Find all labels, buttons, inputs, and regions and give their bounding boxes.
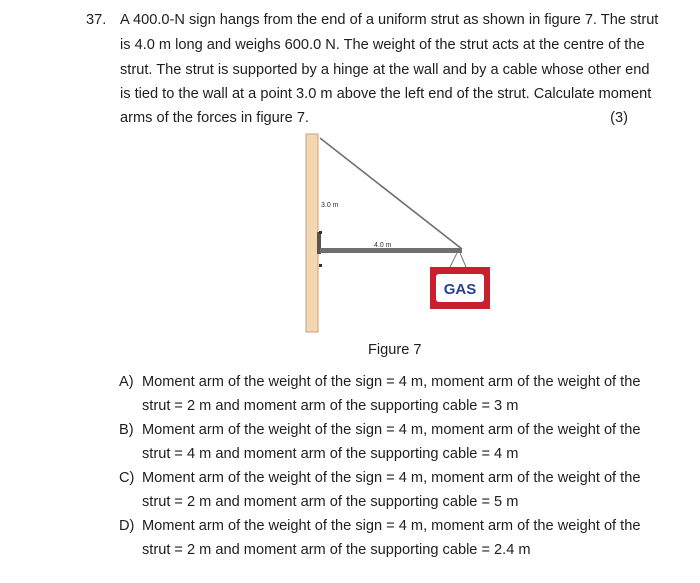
question-line-3: strut. The strut is supported by a hinge at the wall and by a cable whose other end <box>120 62 650 78</box>
sign-wire-left <box>450 253 457 267</box>
supporting-cable <box>320 138 462 249</box>
figure-caption: Figure 7 <box>368 342 422 358</box>
option-b-line-2: strut = 4 m and moment arm of the supporting cable = 4 m <box>142 446 519 462</box>
option-d-letter: D) <box>119 518 135 534</box>
question-line-1: A 400.0-N sign hangs from the end of a uniform strut as shown in figure 7. The strut <box>120 12 659 28</box>
option-c-line-1: Moment arm of the weight of the sign = 4 m, moment arm of the weight of the <box>142 470 641 486</box>
option-a-line-1: Moment arm of the weight of the sign = 4 m, moment arm of the weight of the <box>142 374 641 390</box>
hinge-pin-top <box>319 231 322 234</box>
question-line-2: is 4.0 m long and weighs 600.0 N. The weight of the strut acts at the centre of the <box>120 37 645 53</box>
strut-figure <box>290 128 510 338</box>
question-line-5: arms of the forces in figure 7. <box>120 110 309 126</box>
wall <box>306 134 318 332</box>
option-a-letter: A) <box>119 374 134 390</box>
option-d-line-2: strut = 2 m and moment arm of the supporting cable = 2.4 m <box>142 542 531 558</box>
question-marks: (3) <box>610 110 628 126</box>
option-c-letter: C) <box>119 470 135 486</box>
hinge-pin-bottom <box>319 264 322 267</box>
option-b-letter: B) <box>119 422 134 438</box>
gas-sign-text: GAS <box>443 281 477 298</box>
option-c-line-2: strut = 2 m and moment arm of the supporting cable = 5 m <box>142 494 519 510</box>
sign-wire-right <box>460 253 466 267</box>
option-b-line-1: Moment arm of the weight of the sign = 4 m, moment arm of the weight of the <box>142 422 641 438</box>
strut-diagram <box>290 128 510 338</box>
option-d-line-1: Moment arm of the weight of the sign = 4 m, moment arm of the weight of the <box>142 518 641 534</box>
question-number: 37. <box>86 12 107 28</box>
question-line-4: is tied to the wall at a point 3.0 m above the left end of the strut. Calculate moment <box>120 86 652 102</box>
option-a-line-2: strut = 2 m and moment arm of the supporting cable = 3 m <box>142 398 519 414</box>
length-label: 4.0 m <box>374 242 392 249</box>
height-label: 3.0 m <box>321 202 339 209</box>
